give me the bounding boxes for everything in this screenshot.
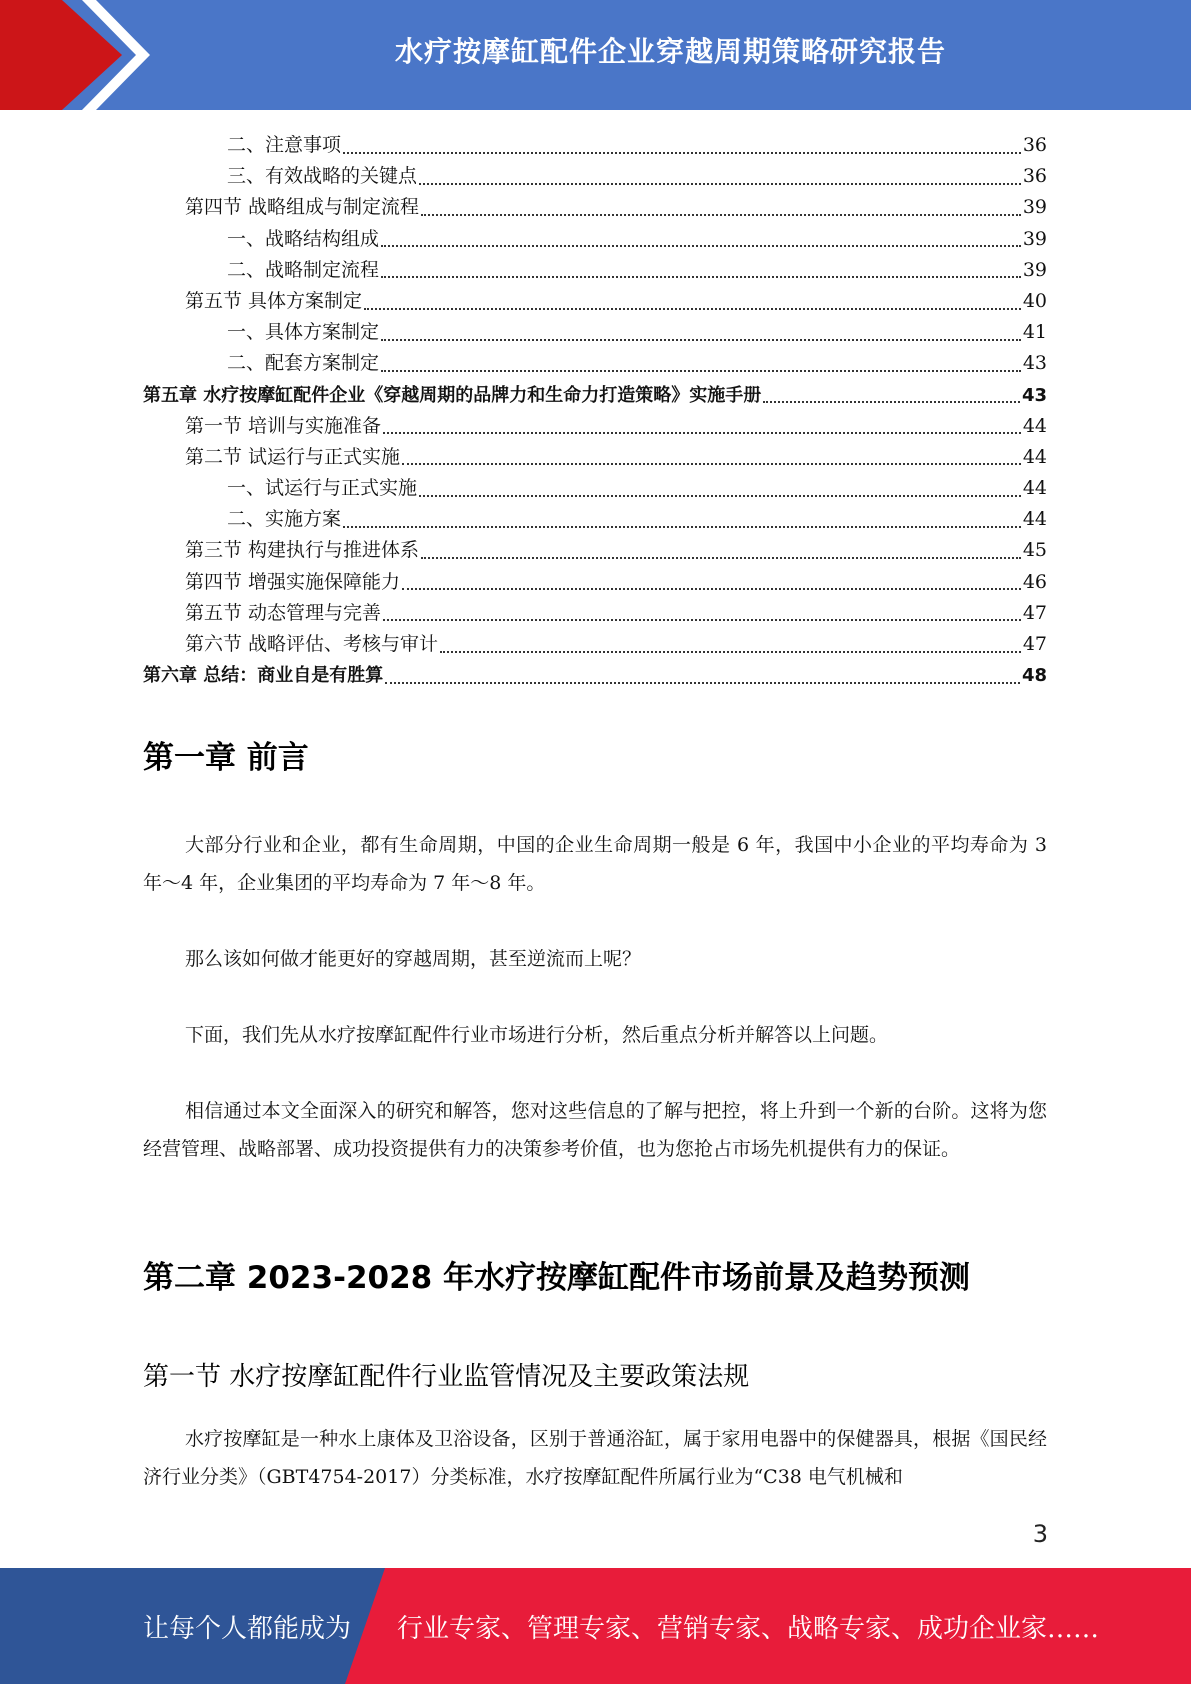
toc-entry[interactable]	[143, 224, 1047, 255]
toc-leader-dots	[419, 183, 1021, 185]
toc-entry-title: 第六章 总结：商业自是有胜算	[143, 665, 384, 687]
toc-entry-title: 二、战略制定流程	[227, 258, 380, 281]
toc-entry[interactable]	[143, 317, 1047, 348]
toc-entry-title: 二、实施方案	[227, 508, 342, 531]
toc-leader-dots	[343, 526, 1021, 528]
toc-entry-title: 一、试运行与正式实施	[227, 477, 418, 500]
toc-entry[interactable]	[143, 380, 1047, 411]
toc-entry-title: 三、有效战略的关键点	[227, 165, 418, 188]
toc-entry-title: 第二节 试运行与正式实施	[185, 445, 401, 468]
toc-entry-title: 二、配套方案制定	[227, 352, 380, 375]
page-footer	[0, 1568, 1191, 1684]
toc-entry-title: 第四节 增强实施保障能力	[185, 570, 401, 593]
toc-entry-title: 二、注意事项	[227, 134, 342, 156]
footer-slogan-right: 行业专家、管理专家、营销专家、战略专家、成功企业家……	[397, 1613, 1100, 1644]
toc-entry-page: 36	[1022, 134, 1047, 156]
toc-entry-title: 第一节 培训与实施准备	[185, 414, 382, 437]
toc-entry-page: 39	[1022, 196, 1047, 219]
toc-entry[interactable]	[143, 161, 1047, 192]
page-header	[0, 0, 1191, 110]
toc-entry[interactable]	[143, 473, 1047, 504]
toc-entry[interactable]	[143, 598, 1047, 629]
toc-entry[interactable]	[143, 629, 1047, 660]
toc-entry[interactable]	[143, 535, 1047, 566]
paragraph-3: 下面，我们先从水疗按摩缸配件行业市场进行分析，然后重点分析并解答以上问题。	[185, 1024, 889, 1046]
page-number: 3	[1032, 1520, 1048, 1548]
toc-entry-page: 43	[1022, 352, 1047, 375]
footer-slogan-left: 让每个人都能成为	[143, 1613, 352, 1644]
toc-leader-dots	[381, 245, 1021, 247]
header-arrow-decoration	[0, 0, 160, 110]
toc-leader-dots	[421, 557, 1021, 559]
toc-entry[interactable]	[143, 660, 1047, 691]
toc-entry-page: 44	[1022, 477, 1047, 500]
toc-entry-title: 第六节 战略评估、考核与审计	[185, 633, 439, 655]
toc-entry-title: 第五章 水疗按摩缸配件企业《穿越周期的品牌力和生命力打造策略》实施手册	[143, 384, 762, 406]
toc-entry[interactable]	[143, 567, 1047, 598]
toc-entry-title: 第三节 构建执行与推进体系	[185, 539, 420, 562]
toc-leader-dots	[402, 463, 1021, 465]
toc-entry-page: 44	[1022, 414, 1047, 437]
toc-entry-page: 47	[1022, 601, 1047, 624]
toc-leader-dots	[381, 276, 1021, 278]
toc-entry-title: 第五节 具体方案制定	[185, 289, 363, 312]
toc-entry[interactable]	[143, 192, 1047, 223]
toc-leader-dots	[440, 651, 1021, 653]
toc-entry[interactable]	[143, 504, 1047, 535]
toc-entry[interactable]	[143, 442, 1047, 473]
toc-entry-title: 一、具体方案制定	[227, 321, 380, 344]
toc-entry-page: 43	[1021, 384, 1047, 406]
toc-entry-title: 第四节 战略组成与制定流程	[185, 196, 420, 219]
toc-entry[interactable]	[143, 255, 1047, 286]
toc-entry-page: 39	[1022, 227, 1047, 250]
toc-entry[interactable]	[143, 348, 1047, 379]
toc-leader-dots	[421, 214, 1021, 216]
toc-entry-title: 第五节 动态管理与完善	[185, 601, 382, 624]
toc-leader-dots	[763, 401, 1020, 403]
chapter-1-heading: 第一章 前言	[143, 740, 309, 776]
toc-entry-page: 40	[1022, 289, 1047, 312]
toc-entry-page: 39	[1022, 258, 1047, 281]
toc-entry-page: 41	[1022, 321, 1047, 344]
toc-leader-dots	[383, 619, 1021, 621]
paragraph-4: 相信通过本文全面深入的研究和解答，您对这些信息的了解与把控，将上升到一个新的台阶。这将为您经营管理、战略部署、成功投资提供有力的决策参考价值，也为您抢占市场先机提供有力的保证。	[143, 1100, 1047, 1160]
toc-leader-dots	[381, 370, 1021, 372]
toc-entry[interactable]	[143, 411, 1047, 442]
toc-entry-page: 48	[1021, 665, 1047, 687]
toc-leader-dots	[385, 682, 1020, 684]
toc-leader-dots	[402, 588, 1021, 590]
toc-entry-title: 一、战略结构组成	[227, 227, 380, 250]
toc-entry-page: 46	[1022, 570, 1047, 593]
table-of-contents	[143, 130, 1047, 691]
toc-leader-dots	[381, 339, 1021, 341]
toc-leader-dots	[419, 495, 1021, 497]
section-1-heading: 第一节 水疗按摩缸配件行业监管情况及主要政策法规	[143, 1362, 750, 1392]
paragraph-2: 那么该如何做才能更好的穿越周期，甚至逆流而上呢？	[185, 948, 642, 970]
toc-leader-dots	[383, 432, 1021, 434]
paragraph-5: 水疗按摩缸是一种水上康体及卫浴设备，区别于普通浴缸，属于家用电器中的保健器具，根据《国民经济行业分类》（GBT4754-2017）分类标准，水疗按摩缸配件所属行业为“C38 电气机械和	[143, 1428, 1047, 1488]
toc-entry-page: 47	[1022, 633, 1047, 655]
toc-entry[interactable]	[143, 130, 1047, 161]
toc-entry-page: 44	[1022, 445, 1047, 468]
toc-entry-page: 36	[1022, 165, 1047, 188]
toc-leader-dots	[364, 308, 1021, 310]
report-title: 水疗按摩缸配件企业穿越周期策略研究报告	[394, 35, 946, 68]
toc-leader-dots	[343, 152, 1021, 154]
chapter-2-heading: 第二章 2023-2028 年水疗按摩缸配件市场前景及趋势预测	[143, 1260, 971, 1296]
toc-entry[interactable]	[143, 286, 1047, 317]
paragraph-1: 大部分行业和企业，都有生命周期，中国的企业生命周期一般是 6 年，我国中小企业的平均寿命为 3 年～4 年，企业集团的平均寿命为 7 年～8 年。	[143, 834, 1047, 894]
toc-entry-page: 44	[1022, 508, 1047, 531]
toc-entry-page: 45	[1022, 539, 1047, 562]
